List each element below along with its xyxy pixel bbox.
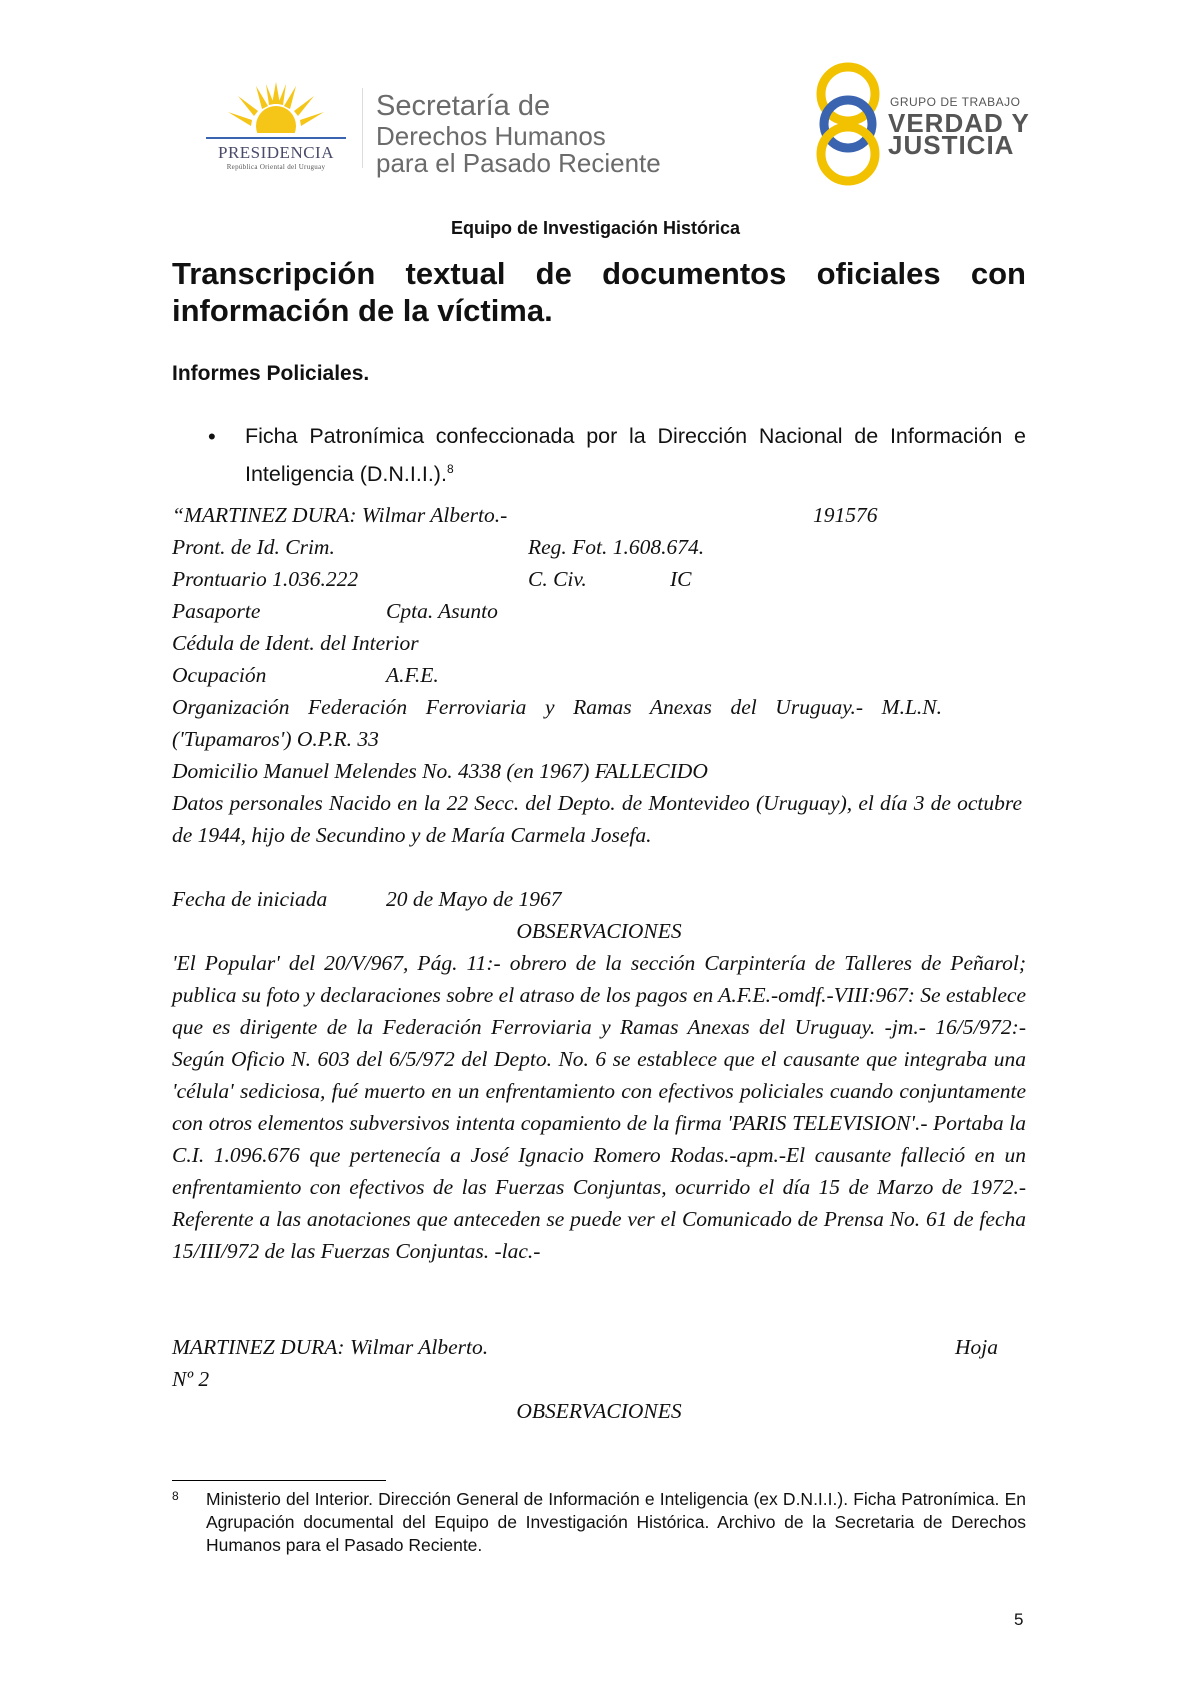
hoja-number: Nº 2	[172, 1367, 210, 1391]
verdad-label: VERDAD Y	[888, 108, 1030, 138]
observaciones-heading-1: OBSERVACIONES	[516, 919, 682, 943]
header-divider	[362, 88, 363, 168]
cedula: Cédula de Ident. del Interior	[172, 631, 419, 655]
bullet-marker: •	[208, 424, 216, 449]
cpta-asunto: Cpta. Asunto	[386, 599, 498, 623]
secretaria-line-2: Derechos Humanos	[376, 121, 606, 151]
footnote-number: 8	[172, 1489, 179, 1503]
prontuario: Prontuario 1.036.222	[172, 567, 359, 591]
page-number: 5	[1014, 1610, 1024, 1629]
record-name: “MARTINEZ DURA: Wilmar Alberto.-	[172, 503, 508, 527]
grupo-trabajo-label: GRUPO DE TRABAJO	[890, 95, 1021, 109]
observaciones-heading-2: OBSERVACIONES	[516, 1399, 682, 1423]
presidencia-subtitle: República Oriental del Uruguay	[226, 163, 326, 171]
ic-label: IC	[670, 567, 692, 591]
ocupacion-label: Ocupación	[172, 663, 267, 687]
justicia-label: JUSTICIA	[888, 130, 1015, 160]
domicilio: Domicilio Manuel Melendes No. 4338 (en 1967) FALLECIDO	[172, 759, 708, 783]
c-civ: C. Civ.	[528, 567, 587, 591]
footnote-ref: 8	[446, 462, 454, 476]
record-name-2: MARTINEZ DURA: Wilmar Alberto.	[172, 1335, 489, 1359]
pasaporte: Pasaporte	[172, 599, 261, 623]
organizacion: Organización Federación Ferroviaria y Ramas Anexas del Uruguay.- M.L.N. ('Tupamaros') O.P.R. 33	[172, 695, 942, 751]
observaciones-text: 'El Popular' del 20/V/967, Pág. 11:- obrero de la sección Carpintería de Talleres de Peñarol; publica su foto y declaraciones sobre el atraso de los pagos en A.F.E.-omdf.-VIII:967: Se establece que es dirigente de la Federación Ferroviaria y Ramas Anexas del Uruguay. -jm.- 16/5/972:- Según Oficio N. 603 del 6/5/972 del Depto. No. 6 se establece que el causante que integraba una 'célula' sediciosa, fué muerto en un enfrentamiento con efectivos policiales cuando conjuntamente con otros elementos subversivos intenta copamiento de la firma 'PARIS TELEVISION'.- Portaba la C.I. 1.096.676 que pertenecía a José Ignacio Romero Rodas.-apm.-El causante falleció en un enfrentamiento con efectivos de las Fuerzas Conjuntas, ocurrido el día 15 de Marzo de 1972.- Referente a las anotaciones que anteceden se puede ver el Comunicado de Prensa No. 61 de fecha 15/III/972 de las Fuerzas Conjuntas. -lac.-	[172, 951, 1026, 1263]
verdad-justicia-rings-logo	[812, 60, 884, 188]
page-title: Transcripción textual de documentos oficiales con información de la víctima.	[172, 256, 1026, 328]
presidencia-sun-logo	[196, 80, 356, 148]
secretaria-line-3: para el Pasado Reciente	[376, 148, 661, 178]
footnote-text: Ministerio del Interior. Dirección General de Información e Inteligencia (ex D.N.I.I.). Ficha Patronímica. En Agrupación documental del Equipo de Investigación Histórica. Archivo de la Secretaria de Derechos Humanos para el Pasado Reciente.	[206, 1489, 1026, 1555]
hoja-label: Hoja	[955, 1335, 998, 1359]
footnote-rule	[172, 1480, 386, 1481]
section-heading: Informes Policiales.	[172, 362, 370, 385]
bullet-text: Ficha Patronímica confeccionada por la Dirección Nacional de Información e Inteligencia (D.N.I.I.).	[245, 424, 1026, 487]
reg-fot: Reg. Fot. 1.608.674.	[528, 535, 705, 559]
team-heading: Equipo de Investigación Histórica	[450, 218, 741, 238]
secretaria-line-1: Secretaría de	[376, 90, 551, 122]
fecha-label: Fecha de iniciada	[172, 887, 328, 911]
bullet-item	[245, 420, 1026, 491]
ocupacion-value: A.F.E.	[386, 663, 439, 687]
datos-personales: Datos personales Nacido en la 22 Secc. del Depto. de Montevideo (Uruguay), el día 3 de octubre de 1944, hijo de Secundino y de María Carmela Josefa.	[172, 791, 1022, 847]
presidencia-label: PRESIDENCIA	[217, 143, 334, 162]
fecha-value: 20 de Mayo de 1967	[386, 887, 562, 911]
pront-id-label: Pront. de Id. Crim.	[172, 535, 335, 559]
record-number: 191576	[813, 503, 878, 527]
